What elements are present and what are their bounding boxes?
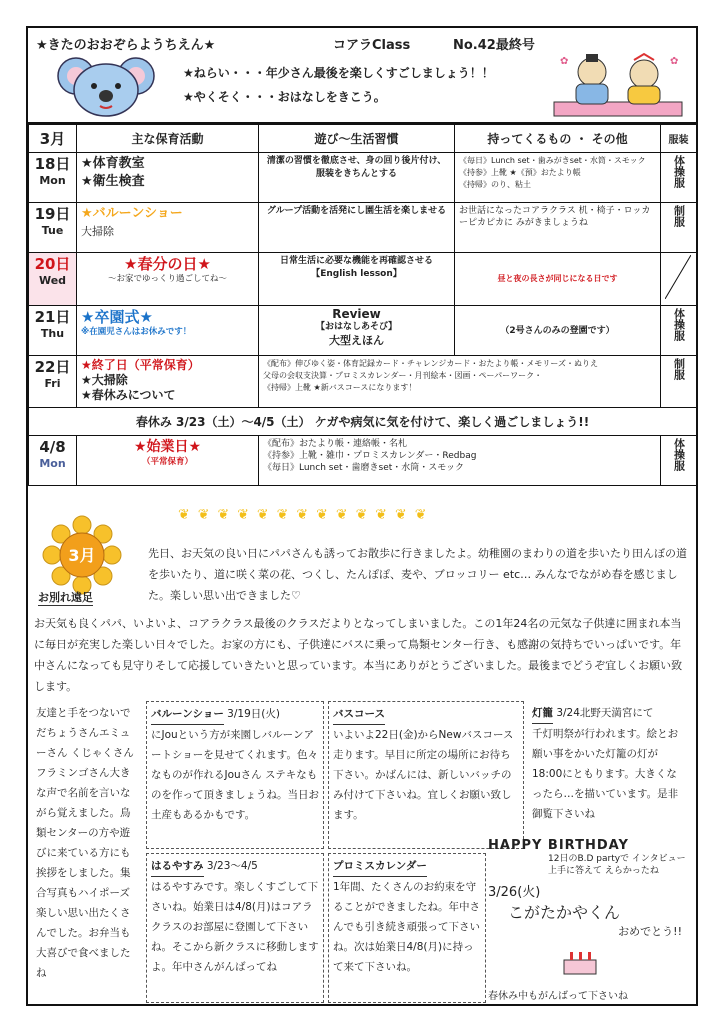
issue-number: No.42最終号 <box>453 38 535 53</box>
row-date: 18日 <box>34 155 71 173</box>
life-header: 遊び～生活習慣 <box>259 125 455 153</box>
row-activity-3: ★春休みについて <box>81 388 176 402</box>
row-clothes: 制服 <box>672 358 686 380</box>
promise-title: プロミスカレンダー <box>333 856 427 877</box>
spring-text: はるやすみです。楽しくすごして下さいね。始業日は4/8(月)はコアラクラスのお部屋に登園して下さいね。そこから新クラスに移動しますよ。年中さんがんばってね <box>151 881 319 973</box>
table-row <box>29 253 697 306</box>
row-day: Tue <box>41 224 64 237</box>
row-life: Review <box>332 307 381 321</box>
row-activity: ★終了日（平常保育） <box>81 358 200 372</box>
spring-box <box>146 853 324 1003</box>
birthday-footer: 春休み中もがんばって下さいね <box>488 991 628 1002</box>
class-name: コアラClass <box>333 38 411 53</box>
row-day: Mon <box>39 174 66 187</box>
newsletter-page <box>26 26 698 1006</box>
row-day: Fri <box>44 377 61 390</box>
lantern-text: 千灯明祭が行われます。絵とお願い事をかいた灯籠の灯が18:00にともります。大きくなったら…を描いています。是非御覧下さいね <box>532 728 679 820</box>
april-day: Mon <box>39 457 66 470</box>
table-row <box>29 203 697 253</box>
balloon-text: にJouという方が来園しバルーンアートショーを見せてくれます。色々なものが作れるJouさん ステキなものを作って頂きましょうね。当日お土産もあるかもです。 <box>151 729 319 821</box>
row-date: 22日 <box>34 358 71 376</box>
row-bring-3: 《持帰》のり、粘土 <box>459 180 531 189</box>
row-bring-2: 《持参》上靴 ★《預》おたより帳 <box>459 168 581 177</box>
row-day: Wed <box>38 274 67 287</box>
row-activity: ★春分の日★ <box>124 255 211 273</box>
letter-body: お天気も良くパパ、いよいよ、コアラクラス最後のクラスだよりとなってしまいました。この1年24名の元気な子供達に囲まれ本当に毎日が充実した楽しい日々でした。お家の方にも、子供達にバスに乗って鳥類センター行き、も感謝の気持ちでいっぱいです。年中さんになっても見守りそして応援していきたいと思っています。本当にありがとうございました。最後までどうぞ宜しくお願い致します。 <box>34 617 683 693</box>
row-notes: 《配布》伸びゆく姿・体育記録カード・チャレンジカード・おたより帳・メモリーズ・ぬりえ <box>263 359 598 368</box>
row-date: 20日 <box>34 255 71 273</box>
row-activity: ★体育教室 <box>81 156 145 171</box>
birthday-name: こがたかやくん <box>508 903 621 922</box>
row-date: 21日 <box>34 308 71 326</box>
row-activity: ★卒園式★ <box>81 308 153 326</box>
april-activity: ★始業日★ <box>133 439 202 455</box>
bus-text: いよいよ22日(金)からNewバスコース走ります。早目に所定の場所にお待ち下さい。かばんには、新しいバッチのみ付けて下さいね。宜しくお願い致します。 <box>333 729 514 821</box>
row-life: 日常生活に必要な機能を再確認させる <box>279 256 433 266</box>
spring-break-row <box>29 408 697 436</box>
svg-text:✿: ✿ <box>560 56 569 67</box>
row-activity-2: 大掃除 <box>81 225 114 238</box>
april-date: 4/8 <box>39 438 66 456</box>
row-clothes: 制服 <box>672 205 686 227</box>
birthday-box <box>488 838 688 1004</box>
activity-header: 主な保育活動 <box>77 125 259 153</box>
row-clothes: 体操服 <box>672 308 686 341</box>
promise-text: ★やくそく・・・おはなしをきこう。 <box>183 90 386 104</box>
sunflower-illustration <box>42 515 122 595</box>
row-life-2: 【English lesson】 <box>311 269 402 279</box>
spring-title: はるやすみ <box>151 856 204 877</box>
letter-section <box>28 503 696 1006</box>
friends-note: 友達と手をつないで だちょうさんエミューさん くじゃくさんフラミンゴさん大きな声で名前を言いながら覚えました。鳥類センターの方や遊びに来ている方にも挨拶をしました。集合写真もハイポーズ楽しい思い出たくさんでした。お弁当も大喜びで食べましたね <box>36 707 134 979</box>
row-activity-2: ～お家でゆっくり過ごしてね～ <box>108 274 227 284</box>
ribbon-decoration: ❦❦❦❦❦❦❦❦❦❦❦❦❦ <box>178 507 435 523</box>
balloon-title: バルーンショー <box>151 704 224 725</box>
row-activity: ★バルーンショー <box>81 206 183 221</box>
row-notes-2: 父母の会収支決算・プロミスカレンダー・月刊絵本・図画・ペーパーワーク・ <box>263 371 543 380</box>
april-notes-3: 《毎日》Lunch set・歯磨きset・水筒・スモック <box>263 463 465 473</box>
row-activity-2: ★衛生検査 <box>81 174 145 189</box>
birthday-date: 3/26(火) <box>488 885 541 900</box>
row-activity-2: ※在園児さんはお休みです！ <box>81 327 192 337</box>
table-row <box>29 436 697 486</box>
newsletter-header <box>28 28 696 124</box>
clothes-header: 服装 <box>661 125 697 153</box>
promise-box <box>328 853 486 1003</box>
table-row <box>29 153 697 203</box>
row-life-3: 大型えほん <box>329 334 384 347</box>
april-clothes: 体操服 <box>672 438 686 471</box>
table-header-row <box>29 125 697 153</box>
row-life-2: 【おはなしあそび】 <box>315 322 397 332</box>
schedule-table <box>28 124 697 486</box>
birthday-title: HAPPY BIRTHDAY <box>488 838 629 853</box>
bring-header: 持ってくるもの ・ その他 <box>455 125 661 153</box>
lantern-title: 灯籠 <box>532 703 553 724</box>
row-date: 19日 <box>34 205 71 223</box>
lantern-box <box>528 701 690 837</box>
row-bring: （2号さんのみの登園です） <box>455 306 661 356</box>
table-row <box>29 306 697 356</box>
lantern-date: 3/24北野天満宮にて <box>556 707 654 719</box>
koala-illustration <box>56 54 156 118</box>
row-clothes: 体操服 <box>672 155 686 188</box>
letter-top: 先日、お天気の良い日にパパさんも誘ってお散歩に行きましたよ。幼稚園のまわりの道を歩いたり田んぼの道を歩いたり、道に咲く菜の花、つくし、たんぽぽ、麦や、ブロッコリー etc… みんなでながめ春を感じました。楽しい思い出できました♡ <box>148 547 687 602</box>
birthday-message: おめでとう!! <box>618 925 682 938</box>
row-bring: 昼と夜の長さが同じになる日です <box>455 253 661 306</box>
school-name: ★きたのおおぞらようちえん★ <box>36 38 216 53</box>
row-life: 清潔の習慣を徹底させ、身の回り後片付け、服装をきちんとする <box>259 153 455 203</box>
hina-dolls-illustration <box>548 50 688 120</box>
april-notes-2: 《持参》上靴・雑巾・プロミスカレンダー・Redbag <box>263 451 477 461</box>
row-life: グループ活動を活発にし園生活を楽しませる <box>259 203 455 253</box>
balloon-date: 3/19日(火) <box>227 708 280 720</box>
aim-text: ★ねらい・・・年少さん最後を楽しくすごしましょう！！ <box>183 66 494 80</box>
bus-title: バスコース <box>333 704 385 725</box>
promise-calendar-text: 1年間、たくさんのお約束を守ることができましたね。年中さんでも引き続き頑張って下さいね。次は始業日4/8(月)に持って来て下さいね。 <box>333 881 480 973</box>
spring-break-text: 春休み 3/23（土）～4/5（土） ケガや病気に気を付けて、楽しく過ごしましょう!! <box>29 408 697 436</box>
farewell-title: お別れ遠足 <box>38 591 93 604</box>
svg-text:✿: ✿ <box>670 56 679 67</box>
balloon-box <box>146 701 324 849</box>
april-activity-2: （平常保育） <box>141 457 193 467</box>
birthday-note: 12日のB.D partyで インタビュー上手に答えて えらかったね <box>548 854 686 876</box>
month-header: 3月 <box>29 125 77 153</box>
row-bring: お世話になったコアラクラス 机・椅子・ロッカーピカピカに みがきましょうね <box>455 203 661 253</box>
bus-box <box>328 701 524 849</box>
april-notes: 《配布》おたより帳・連絡帳・名札 <box>263 439 408 449</box>
row-notes-3: 《持帰》上靴 ★新バスコースになります！ <box>263 383 417 392</box>
row-day: Thu <box>40 327 65 340</box>
spring-date: 3/23～4/5 <box>206 860 258 872</box>
row-bring: 《毎日》Lunch set・歯みがきset・水筒・スモック <box>459 156 646 165</box>
cake-icon <box>560 948 600 978</box>
table-row <box>29 356 697 408</box>
month-badge-text: 3月 <box>68 546 96 565</box>
no-clothes-slash <box>665 255 691 299</box>
row-activity-2: ★大掃除 <box>81 373 128 387</box>
